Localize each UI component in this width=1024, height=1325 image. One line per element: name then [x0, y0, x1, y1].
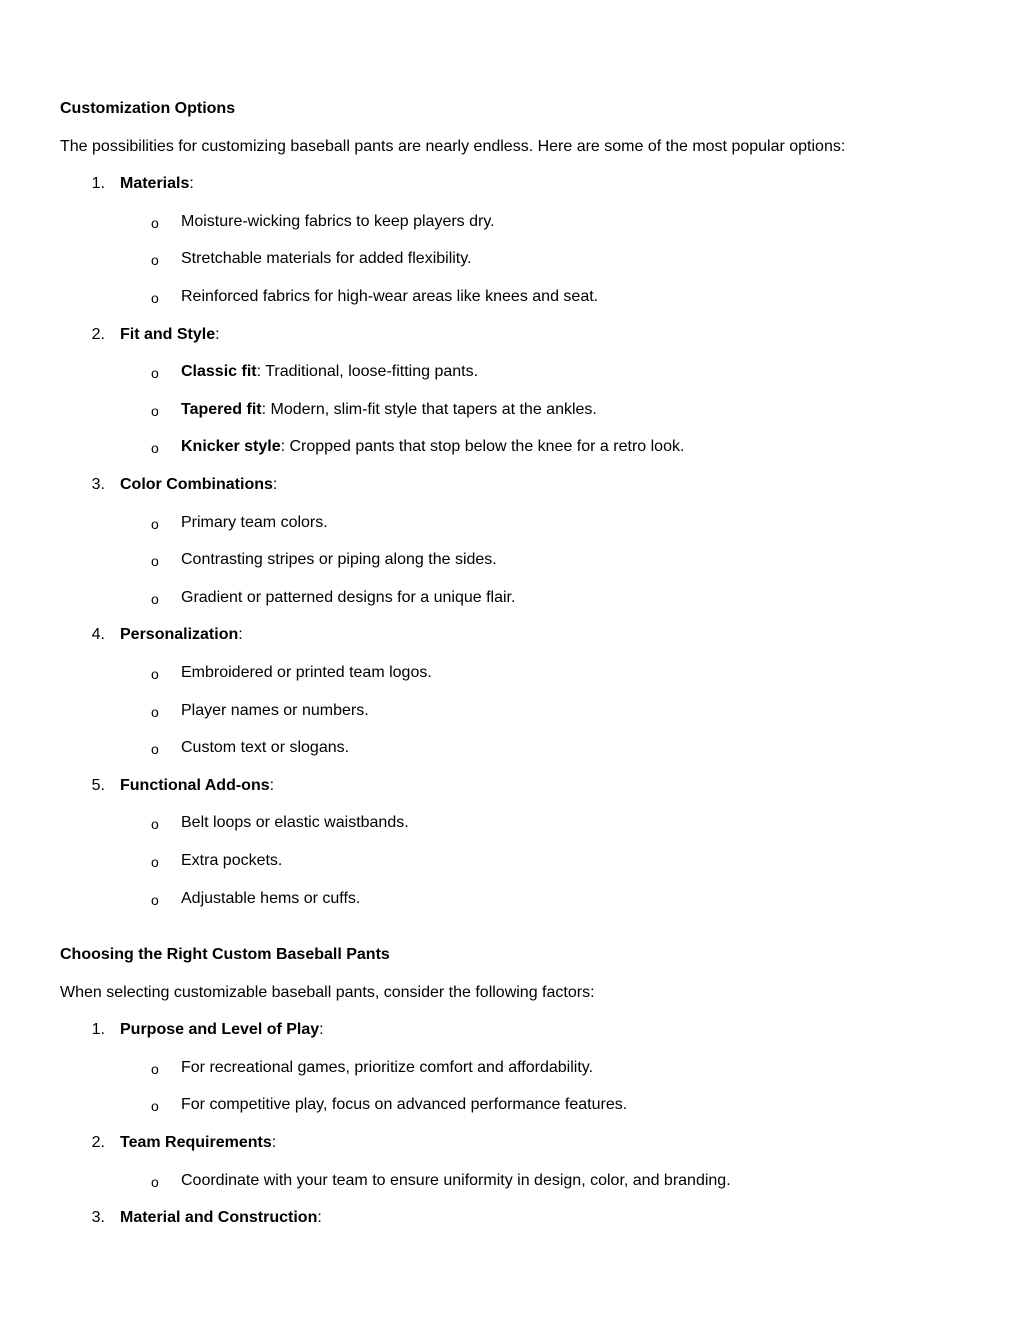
sub-item-text: Contrasting stripes or piping along the sides. [181, 551, 497, 569]
list-item-label: Materials [120, 175, 190, 193]
bullet-icon: o [151, 666, 159, 682]
list-item-title [120, 174, 194, 194]
bullet-icon: o [151, 365, 159, 382]
bullet-icon: o [151, 553, 159, 570]
sub-list-item [181, 588, 515, 608]
sub-item-text: Reinforced fabrics for high-wear areas like knees and seat. [181, 288, 599, 305]
sub-list-item [181, 437, 684, 457]
bullet-icon: o [151, 854, 159, 870]
list-item-colon: : [317, 1209, 322, 1227]
sub-list-item [181, 1095, 627, 1115]
list-number: 3. [91, 476, 105, 493]
list-number: 2. [91, 1134, 105, 1151]
section-heading: Customization Options [60, 100, 236, 117]
list-item-colon: : [215, 325, 220, 343]
list-item-label: Fit and Style [120, 325, 216, 343]
sub-list-item [181, 550, 497, 570]
list-item-label: Purpose and Level of Play [120, 1021, 320, 1039]
sub-list-item [181, 513, 328, 533]
bullet-icon: o [151, 703, 159, 720]
list-item-title [120, 325, 220, 345]
list-item-label: Material and Construction [120, 1209, 318, 1227]
list-item-label: Personalization [120, 626, 239, 644]
sub-list-item [181, 249, 472, 269]
sub-list-item [181, 663, 432, 683]
sub-list-item [181, 813, 409, 833]
list-item-label: Team Requirements [120, 1134, 272, 1151]
sub-item-text: Primary team colors. [181, 513, 328, 531]
list-number: 1. [91, 175, 105, 193]
sub-item-label: Tapered fit [181, 400, 262, 418]
sub-item-text: Moisture-wicking fabrics to keep players dry. [181, 212, 495, 230]
bullet-icon: o [151, 252, 159, 269]
list-item-colon: : [272, 476, 278, 493]
sub-item-text: Player names or numbers. [181, 701, 369, 719]
sub-list-item [181, 287, 598, 307]
bullet-icon: o [151, 1098, 159, 1115]
bullet-icon: o [151, 1173, 159, 1190]
list-item-colon: : [238, 626, 243, 644]
list-item-title [120, 475, 277, 495]
list-item-title [120, 1133, 276, 1153]
sub-list-item [181, 701, 369, 721]
sub-list-item [181, 738, 349, 758]
sub-list-item [181, 1058, 593, 1078]
list-number: 1. [91, 1021, 105, 1039]
sub-list-item [181, 851, 282, 871]
bullet-icon: o [151, 741, 159, 758]
sub-item-text: : Cropped pants that stop below the knee for a retro look. [280, 438, 685, 456]
sub-list-item [181, 889, 360, 909]
bullet-icon: o [151, 290, 159, 306]
sub-item-text: Adjustable hems or cuffs. [181, 889, 361, 907]
sub-item-text: For recreational games, prioritize comfort and affordability. [181, 1058, 594, 1076]
sub-item-text: Belt loops or elastic waistbands. [181, 814, 409, 832]
sub-item-text: Stretchable materials for added flexibility. [181, 250, 472, 268]
list-item-title [120, 1020, 324, 1040]
sub-list-item [181, 362, 478, 382]
list-item-colon: : [269, 776, 275, 794]
bullet-icon: o [151, 214, 159, 231]
section-intro: When selecting customizable baseball pants, consider the following factors: [60, 983, 595, 1001]
sub-item-text: Extra pockets. [181, 852, 283, 869]
list-item-colon: : [189, 175, 194, 193]
sub-item-label: Classic fit [181, 363, 257, 381]
list-item-title [120, 1208, 322, 1228]
sub-item-text: Custom text or slogans. [181, 739, 350, 757]
section-intro: The possibilities for customizing baseball pants are nearly endless. Here are some of the most popular options: [60, 137, 846, 155]
bullet-icon: o [151, 402, 159, 419]
list-item-colon: : [271, 1134, 277, 1151]
bullet-icon: o [151, 816, 159, 833]
list-item-label: Color Combinations [120, 476, 273, 493]
sub-item-text: Gradient or patterned designs for a unique flair. [181, 588, 516, 606]
bullet-icon: o [151, 1060, 159, 1077]
sub-list-item [181, 400, 597, 420]
sub-item-text: Coordinate with your team to ensure uniformity in design, color, and branding. [181, 1171, 731, 1189]
section-heading: Choosing the Right Custom Baseball Pants [60, 946, 390, 963]
list-item-label: Functional Add-ons [120, 776, 270, 794]
bullet-icon: o [151, 590, 159, 607]
bullet-icon: o [151, 440, 159, 457]
list-item-colon: : [319, 1021, 324, 1039]
list-number: 2. [91, 325, 105, 343]
bullet-icon: o [151, 515, 159, 532]
sub-item-text: For competitive play, focus on advanced performance features. [181, 1096, 628, 1114]
sub-list-item [181, 212, 495, 232]
sub-item-text: : Modern, slim-fit style that tapers at the ankles. [261, 400, 597, 418]
list-item-title [120, 625, 243, 645]
list-number: 5. [91, 776, 105, 794]
sub-item-text: Embroidered or printed team logos. [181, 664, 432, 681]
bullet-icon: o [151, 891, 159, 908]
list-number: 3. [91, 1209, 105, 1227]
sub-item-label: Knicker style [181, 438, 281, 456]
sub-list-item [181, 1171, 731, 1191]
list-item-title [120, 776, 274, 796]
list-number: 4. [91, 626, 105, 644]
sub-item-text: : Traditional, loose-fitting pants. [256, 363, 479, 381]
